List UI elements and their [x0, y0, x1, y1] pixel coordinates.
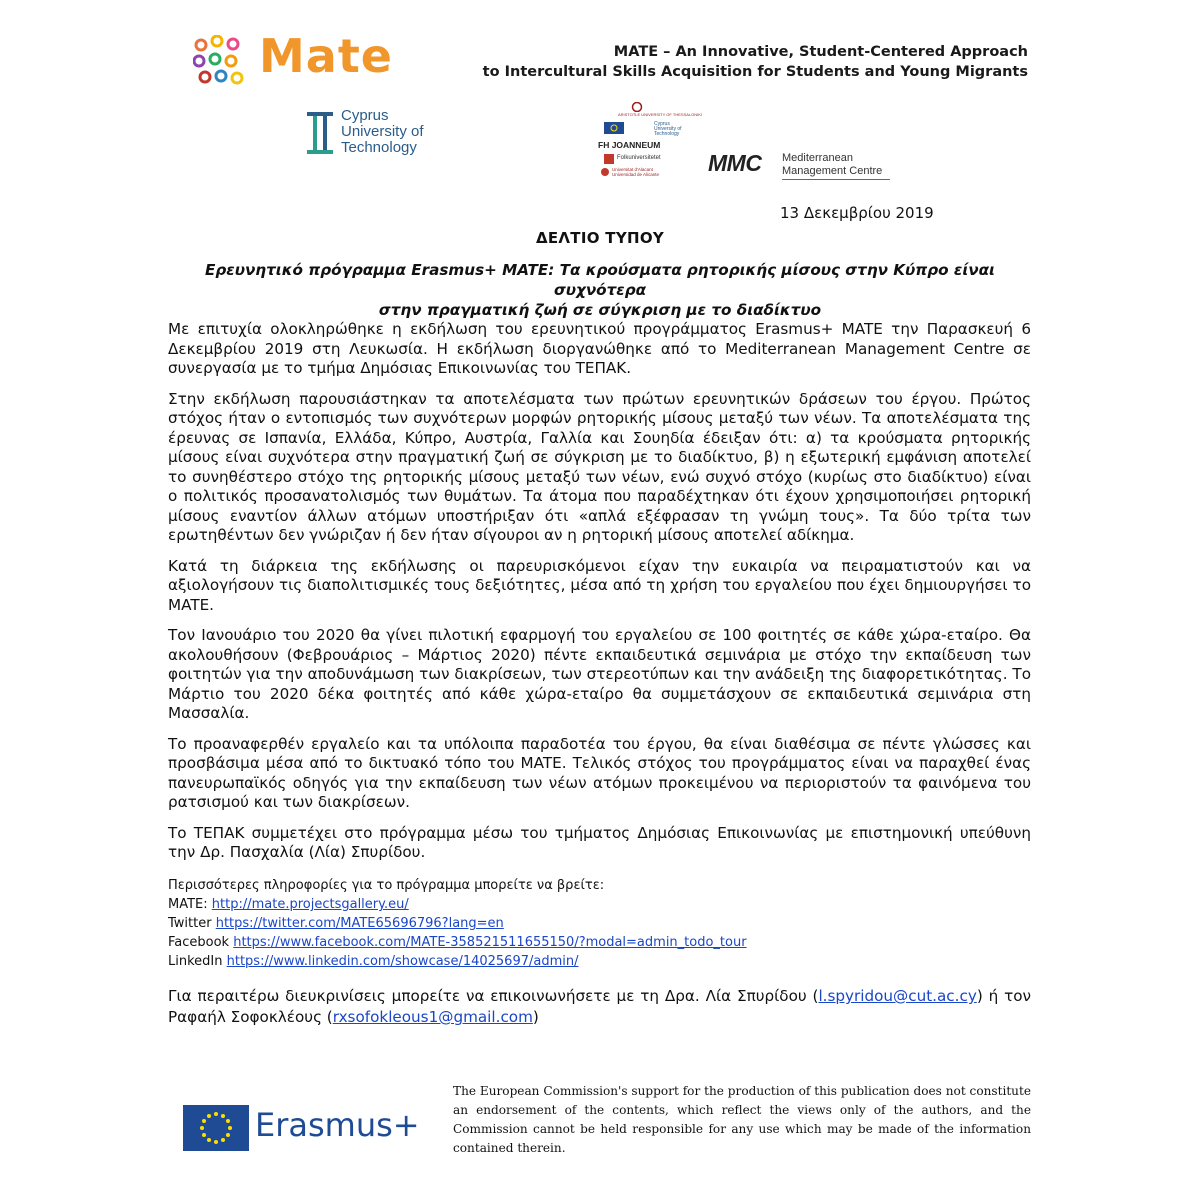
paragraph: Τον Ιανουάριο του 2020 θα γίνει πιλοτική εφαρμογή του εργαλείου σε 100 φοιτητές σε κάθε χώρα-εταίρο. Θα ακολουθήσουν (Φεβρουάριος – Μάρτιος 2020) πέντε εκπαιδευτικά σεμινάρια με στόχο την εκπαίδευση των φοιτητών για την αποδυνάμωση των διακρίσεων, των στερεοτύπων και την ανάδειξη της διαφορετικότητας. Το Μάρτιο του 2020 δέκα φοιτητές από κάθε χώρα-εταίρο θα συμμετάσχουν σε εκπαιδευτικά σεμινάρια στη Μασσαλία. — [168, 626, 1031, 722]
paragraph: Το ΤΕΠΑΚ συμμετέχει στο πρόγραμμα μέσω του τμήματος Δημόσιας Επικοινωνίας με επιστημονική υπεύθυνη την Δρ. Πασχαλία (Λία) Σπυρίδου. — [168, 823, 1031, 861]
folkuniversitetet-icon — [604, 154, 614, 164]
link-row-facebook — [168, 933, 747, 952]
linkedin-link[interactable]: https://www.linkedin.com/showcase/14025697/admin/ — [226, 954, 579, 969]
mate-website-link[interactable]: http://mate.projectsgallery.eu/ — [211, 897, 409, 912]
eu-flag-icon — [183, 1105, 249, 1151]
contact-info — [168, 986, 1031, 1028]
press-release-label: ΔΕΛΤΙΟ ΤΥΠΟΥ — [535, 229, 665, 247]
mate-dots-icon — [193, 35, 259, 87]
link-row-twitter — [168, 914, 747, 933]
project-header — [483, 42, 1028, 82]
alicante-icon — [600, 167, 610, 177]
erasmus-logo-text: Erasmus+ — [255, 1106, 420, 1144]
paragraph: Με επιτυχία ολοκληρώθηκε η εκδήλωση του ερευνητικού προγράμματος Erasmus+ MATE την Παρασκευή 6 Δεκεμβρίου 2019 στη Λευκωσία. Η εκδήλωση διοργανώθηκε από το Mediterranean Management Centre σε συνεργασία με το τμήμα Δημόσιας Επικοινωνίας του ΤΕΠΑΚ. — [168, 320, 1031, 377]
partner-auth: ARISTOTLE UNIVERSITY OF THESSALONIKI — [618, 112, 703, 117]
contact-text: ) — [532, 1008, 539, 1026]
mmc-logo — [708, 150, 893, 185]
partner-cut: Cyprus University of Technology — [654, 121, 682, 137]
link-label: LinkedIn — [168, 954, 227, 969]
link-row-linkedin — [168, 952, 747, 971]
headline-line2: στην πραγματική ζωή σε σύγκριση με το διαδίκτυο — [378, 301, 822, 319]
mate-logo-text: Mate — [259, 29, 394, 83]
link-row-mate — [168, 895, 747, 914]
contact-text: Για περαιτέρω διευκρινίσεις μπορείτε να επικοινωνήσετε με τη Δρα. Λία Σπυρίδου ( — [168, 987, 819, 1005]
paragraph: Κατά τη διάρκεια της εκδήλωσης οι παρευρισκόμενοι είχαν την ευκαιρία να πειραματιστούν και να αξιολογήσουν τις διαπολιτισμικές τους δεξιότητες, μέσα από τη χρήση του εργαλείου που έχει δημιουργήσει το MATE. — [168, 556, 1031, 614]
link-label: Facebook — [168, 935, 234, 950]
mmc-name-line1: Mediterranean — [782, 152, 853, 164]
facebook-link[interactable]: https://www.facebook.com/MATE-358521511655150/?modal=admin_todo_tour — [233, 935, 747, 950]
paragraph: Στην εκδήλωση παρουσιάστηκαν τα αποτελέσματα των πρώτων ερευνητικών δράσεων του έργου. Πρώτος στόχος ήταν ο εντοπισμός των συχνότερων μορφών ρητορικής μίσους μεταξύ των νέων. Τα αποτελέσματα της έρευνας σε Ισπανία, Ελλάδα, Κύπρο, Αυστρία, Γαλλία και Σουηδία έδειξαν ότι: α) τα κρούσματα ρητορικής μίσους είναι συχνότερα στην πραγματική ζωή σε σύγκριση με το διαδίκτυο, β) η εξωτερική εμφάνιση αποτελεί το συνηθέστερο στόχο της ρητορικής μίσους μεταξύ των νέων, ενώ συχνό στόχο (κυρίως στο διαδίκτυο) είναι ο πολιτικός προσανατολισμός των θυμάτων. Τα άτομα που παραδέχτηκαν ότι έχουν χρησιμοποιήσει ρητορική μίσους εναντίον άλλων ατόμων υποστήριξαν ότι «απλά εξέφρασαν τη γνώμη τους». Τα δύο τρίτα των ερωτηθέντων δεν γνώριζαν ή δεν ήταν σίγουροι αν η ρητορική μίσους αποτελεί αδίκημα. — [168, 389, 1031, 544]
auth-seal-icon — [630, 102, 644, 112]
partner-folkuniversitetet: Folkuniversitetet — [617, 155, 661, 161]
link-label: MATE: — [168, 897, 212, 912]
article-body — [168, 320, 1031, 874]
paragraph: Το προαναφερθέν εργαλείο και τα υπόλοιπα παραδοτέα του έργου, θα είναι διαθέσιμα σε πέντε γλώσσες και προσβάσιμα μέσα από το δικτυακό τόπο του MATE. Τελικός στόχος του προγράμματος είναι να παραχθεί ένας πανευρωπαϊκός οδηγός για την εκπαίδευση των νέων ατόμων προκειμένου να περιοριστούν τα φαινόμενα του ρατσισμού και των διακρίσεων. — [168, 734, 1031, 811]
cut-logo-line2: University of — [341, 123, 424, 140]
link-label: Twitter — [168, 916, 216, 931]
partner-fh-joanneum: FH JOANNEUM — [598, 140, 661, 150]
eu-flag-small-icon — [604, 122, 624, 134]
partner-alicante: Universitat d'Alacant Universidad de Alicante — [612, 167, 660, 177]
project-title-line1: MATE – An Innovative, Student-Centered Approach — [613, 44, 1028, 60]
links-intro: Περισσότερες πληροφορίες για το πρόγραμμα μπορείτε να βρείτε: — [168, 878, 605, 893]
cut-emblem-icon — [305, 108, 337, 156]
cut-logo-line3: Technology — [341, 139, 417, 156]
mmc-underline — [782, 179, 890, 180]
headline — [170, 260, 1030, 320]
more-info-links — [168, 876, 747, 971]
erasmus-plus-logo — [183, 1102, 433, 1154]
contact-text: ) ή τον Ραφαήλ Σοφοκλέους ( — [168, 987, 1031, 1026]
project-title-line2: to Intercultural Skills Acquisition for Students and Young Migrants — [482, 64, 1028, 80]
mmc-abbr: MMC — [708, 150, 762, 176]
release-date: 13 Δεκεμβρίου 2019 — [780, 204, 934, 222]
cut-logo-line1: Cyprus — [341, 107, 389, 124]
email-link-sofokleous[interactable]: rxsofokleous1@gmail.com — [332, 1008, 533, 1026]
twitter-link[interactable]: https://twitter.com/MATE65696796?lang=en — [215, 916, 504, 931]
headline-line1: Ερευνητικό πρόγραμμα Erasmus+ MATE: Τα κρούσματα ρητορικής μίσους στην Κύπρο είναι συχνότερα — [205, 261, 995, 299]
mmc-name-line2: Management Centre — [782, 165, 883, 177]
partner-logos — [592, 100, 703, 180]
mate-logo — [193, 29, 394, 87]
email-link-spyridou[interactable]: l.spyridou@cut.ac.cy — [818, 987, 977, 1005]
cut-logo — [305, 108, 445, 160]
ec-disclaimer: The European Commission's support for the production of this publication does not constitute an endorsement of the contents, which reflect the views only of the authors, and the Commission cannot be held responsible for any use which may be made of the information contained therein. — [453, 1084, 1031, 1155]
